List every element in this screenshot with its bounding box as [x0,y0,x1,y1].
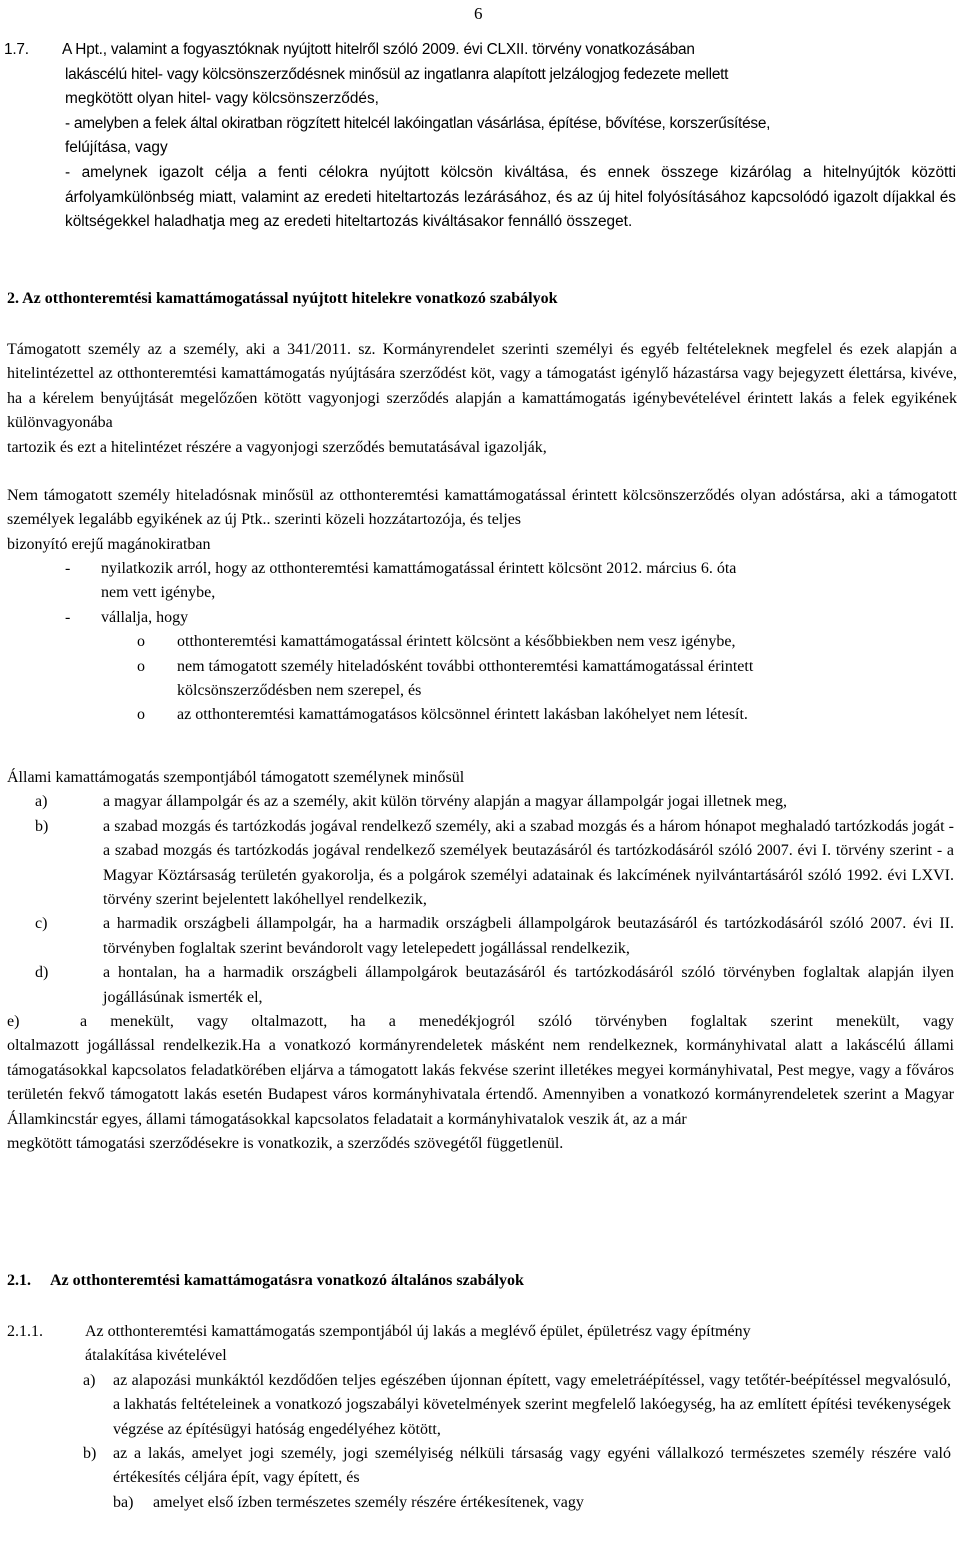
text-line: felújítása, vagy [65,139,168,157]
list-item-a [7,1369,957,1442]
list-item-text: az a lakás, amelyet jogi személy, jogi személyiség nélküli társaság vagy egyéni vállalkozó természetes személy részére való értékesítés céljára épít, vagy épített, és [113,1445,951,1487]
list-marker: - [65,608,71,626]
section-2-1-1 [7,1320,957,1515]
paragraph-last-line: megkötött támogatási szerződésekre is vonatkozik, a szerződés szövegétől függetlenül. [7,1135,564,1153]
list-item [7,557,957,606]
bullet-item [7,655,957,704]
paragraph: oltalmazott jogállással rendelkezik.Ha a vonatkozó kormányrendeletek másként nem rendelkeznek, kormányhivatal alatt a lakáscélú állami támogatásokkal kapcsolatos feladatkörében eljárva a támogatott lakás fekvése szerint illetékes megyei kormányhivatal, Pest megye, vagy a főváros területén fekvő támogatott lakás esetén Budapest város kormányhivatala értendő. Amennyiben a vonatkozó kormányrendeletek szerint a Magyar Államkincstár egyes, állami támogatásokkal kapcsolatos feladatait a kormányhivatalok veszik át, az a már [7,1037,954,1128]
section-2-1 [7,1269,957,1293]
list-marker: ba) [113,1493,134,1511]
paragraph: - amelynek igazolt célja a fenti célokra nyújtott kölcsön kiváltása, és ennek összege kizárólag a hitelnyújtók közötti árfolyamkülönbség miatt, valamint az eredeti hiteltartozás lezárásához, és az új hitel folyósításához kapcsolódó igazolt díjakkal és költségekkel haladhatja meg az eredeti hiteltartozás kiváltásakor fennálló összeget. [65,163,956,231]
section-heading [7,1269,957,1293]
list-item-b [7,815,957,913]
state-support-list [7,766,957,1157]
list-item-text: a harmadik országbeli állampolgár, ha a harmadik országbeli állampolgárok beutazásáról és tartózkodásáról szóló 2007. évi II. törvényben foglaltak szerint bevándorolt vagy letelepedett jogállással rendelkezik, [103,915,954,957]
section-1-7-title-row [4,38,956,63]
section-number: 2.1. [7,1272,31,1289]
list-item-b [7,1442,957,1491]
list-marker: e) [7,1013,20,1031]
section-number: 1.7. [4,41,29,58]
list-marker: - [65,560,71,577]
list-item-text: amelyet első ízben természetes személy részére értékesítenek, vagy [153,1493,584,1511]
section-2 [7,287,957,311]
bullet-text: nem támogatott személy hiteladósként további otthonteremtési kamattámogatással érintett [177,657,754,675]
section-1-7 [4,38,956,235]
subsection [7,1320,957,1369]
list-marker: c) [35,915,48,933]
non-supported-paragraph [7,484,957,557]
list-item-text: a hontalan, ha a harmadik országbeli állampolgárok beutazásáról és tartózkodásáról szóló törvényben foglaltak alapján ilyen jogállásúnak ismerték el, [103,964,954,1006]
page-number: 6 [474,4,483,23]
list-item-text: a szabad mozgás és tartózkodás jogával rendelkező személy, aki a szabad mozgás és a három hónapot meghaladó tartózkodás jogát - a szabad mozgás és tartózkodás jogával rendelkező személyek beutazásáról és tartózkodásáról szóló 2007. évi I. törvény szerint - a Magyar Köztársaság területén gyakorolja, és a polgárok személyi adatainak és lakcímének nyilvántartásáról szóló 1992. évi LXVI. törvény szerint bejelentett lakóhellyel rendelkezik, [103,817,954,909]
list-item-c [7,912,957,961]
paragraph: Nem támogatott személy hiteladósnak minősül az otthonteremtési kamattámogatással érintett kölcsönszerződés olyan adóstársa, aki a támogatott személyek legalább egyikének az új Ptk.. szerinti közeli hozzátartozója, és teljes [7,487,957,529]
list-item-text: nem vett igénybe, [101,584,216,602]
list-item-text: a menekült, vagy oltalmazott, ha a menedékjogról szóló törvényben foglaltak szerint menekült, vagy [80,1013,954,1031]
list-marker: a) [35,793,48,811]
list-marker: d) [35,964,49,982]
declaration-list [7,557,957,728]
section-heading: 2. Az otthonteremtési kamattámogatással nyújtott hitelekre vonatkozó szabályok [7,290,558,307]
paragraph-last-line: tartozik és ezt a hitelintézet részére a vagyonjogi szerződés bemutatásával igazolják, [7,438,547,456]
text-line: - amelyben a felek által okiratban rögzített hitelcél lakóingatlan vásárlása, építése, bővítése, korszerűsítése, [65,114,771,132]
list-intro: Állami kamattámogatás szempontjából támogatott személynek minősül [7,769,465,786]
paragraph-last-line: bizonyító erejű magánokiratban [7,535,211,553]
list-item-text: nyilatkozik arról, hogy az otthonteremtési kamattámogatással érintett kölcsönt 2012. március 6. óta [101,560,737,577]
list-item-e [7,1010,957,1034]
text-line: lakáscélú hitel- vagy kölcsönszerződésnek minősül az ingatlanra alapított jelzálogjog fedezete mellett [65,65,729,83]
list-item-text: a magyar állampolgár és az a személy, akit külön törvény alapján a magyar állampolgár jogai illetnek meg, [103,793,788,811]
bullet-text: kölcsönszerződésben nem szerepel, és [177,682,422,700]
list-marker: b) [83,1445,97,1463]
text-line: megkötött olyan hitel- vagy kölcsönszerződés, [65,90,379,108]
paragraph: Támogatott személy az a személy, aki a 341/2011. sz. Kormányrendelet szerinti személyi és egyéb feltételeknek megfelel és ezek alapján a hitelintézettel az otthonteremtési kamattámogatás nyújtására szerződést köt, vagy a támogatást igénylő házastársa vagy bejegyzett élettársa, kivéve, ha a kérelem benyújtását megelőzően kötött vagyonjogi szerződés alapján a kamattámogatás igénybevételével érintett lakás a felek egyikének különvagyonába [7,341,957,432]
text-line: átalakítása kivételével [85,1347,227,1365]
bullet-item [7,703,957,727]
list-item-d [7,961,957,1010]
list-marker: b) [35,817,49,835]
text-line: Az otthonteremtési kamattámogatás szempontjából új lakás a meglévő épület, épületrész vagy építmény [85,1323,751,1340]
section-title: Az otthonteremtési kamattámogatásra vonatkozó általános szabályok [50,1272,524,1289]
bullet-item [7,630,957,654]
subsection-number: 2.1.1. [7,1323,43,1340]
bullet-text: az otthonteremtési kamattámogatásos kölcsönnel érintett lakásban lakóhelyet nem létesít. [177,706,748,724]
list-item-a [7,790,957,814]
list-item-ba [7,1491,957,1515]
bullet-marker: o [137,657,145,675]
list-item-text: az alapozási munkáktól kezdődően teljes egészében újonnan épített, vagy emeletráépítéssel, vagy tetőtér-beépítéssel megvalósuló, a lakhatás feltételeinek a vonatkozó jogszabályi követelmények szerint megfelelő lakóegység, ha az említett építési tevékenységek végzése az építésügyi hatóság engedélyéhez kötött, [113,1371,951,1438]
bullet-text: otthonteremtési kamattámogatással érintett kölcsönt a későbbiekben nem vesz igénybe, [177,633,736,651]
list-item-text: vállalja, hogy [101,608,189,626]
supported-person-paragraph [7,338,957,460]
bullet-marker: o [137,633,145,651]
list-marker: a) [83,1371,96,1389]
bullet-marker: o [137,706,145,724]
list-item [7,606,957,630]
section-title-text: A Hpt., valamint a fogyasztóknak nyújtott hitelről szóló 2009. évi CLXII. törvény vonatkozásában [62,41,695,58]
